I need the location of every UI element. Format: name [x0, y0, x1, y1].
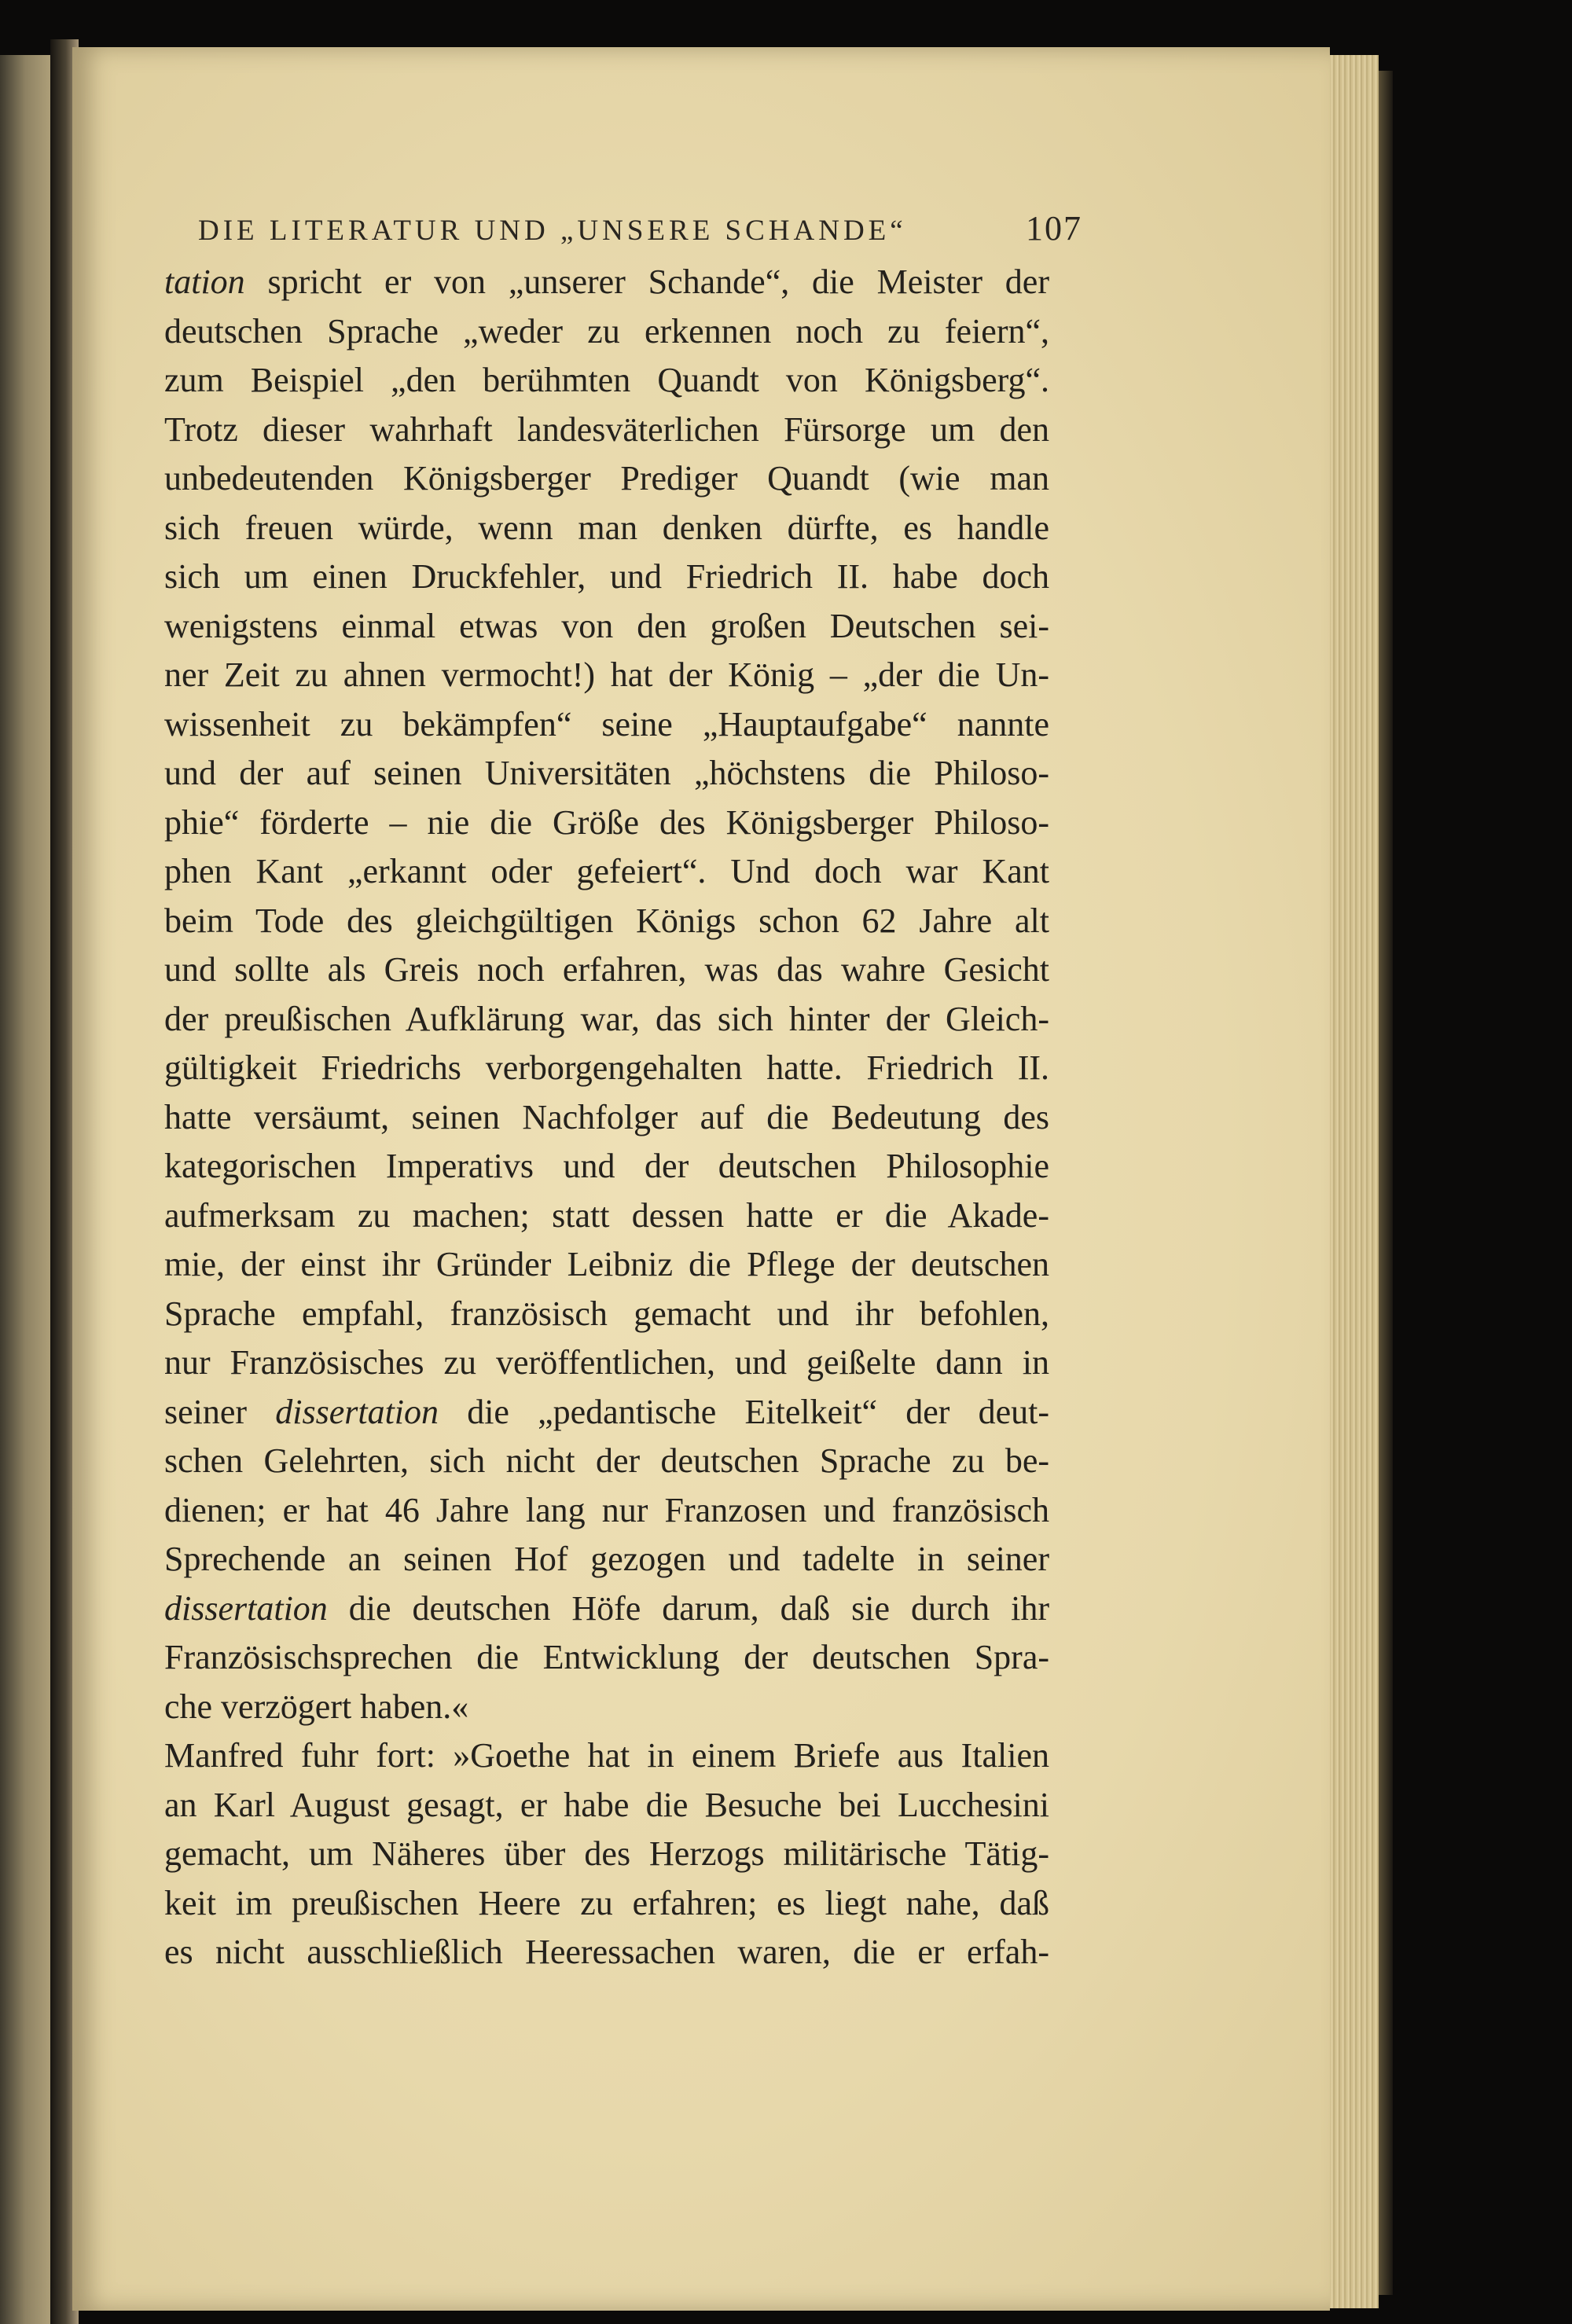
line-text: an Karl August gesagt, er habe die Besuche bei Lucchesini	[164, 1785, 1049, 1824]
fore-edge-shadow	[1379, 71, 1393, 2295]
text-line	[164, 1731, 1049, 1781]
text-line	[164, 1928, 1049, 1977]
line-text: hatte versäumt, seinen Nachfolger auf die Bedeutung des	[164, 1097, 1049, 1136]
line-text: wissenheit zu bekämpfen“ seine „Hauptaufgabe“ nannte	[164, 704, 1049, 743]
line-text: und sollte als Greis noch erfahren, was das wahre Gesicht	[164, 950, 1049, 989]
line-text: der preußischen Aufklärung war, das sich hinter der Gleich-	[164, 999, 1049, 1038]
line-text: schen Gelehrten, sich nicht der deutschen Sprache zu be-	[164, 1441, 1049, 1480]
line-text: sich um einen Druckfehler, und Friedrich II. habe doch	[164, 557, 1049, 596]
line-text: Französischsprechen die Entwicklung der deutschen Spra-	[164, 1638, 1049, 1676]
line-text: aufmerksam zu machen; statt dessen hatte er die Akade-	[164, 1195, 1049, 1235]
text-line	[164, 1142, 1049, 1191]
text-line	[164, 1437, 1049, 1486]
text-line	[164, 651, 1049, 700]
line-text: deutschen Sprache „weder zu erkennen noch zu feiern“,	[164, 311, 1049, 351]
text-line	[164, 1093, 1049, 1143]
line-text: sich freuen würde, wenn man denken dürfte, es handle	[164, 508, 1049, 547]
text-line	[164, 602, 1049, 652]
line-text: Sprechende an seinen Hof gezogen und tadelte in seiner	[164, 1540, 1049, 1578]
text-line	[164, 356, 1049, 406]
line-text: kategorischen Imperativs und der deutschen Philosophie	[164, 1147, 1049, 1185]
text-line	[164, 749, 1049, 799]
line-text: unbedeutenden Königsberger Prediger Quandt (wie man	[164, 459, 1049, 497]
line-text: beim Tode des gleichgültigen Königs schon 62 Jahre alt	[164, 901, 1049, 940]
text-line	[164, 1781, 1049, 1830]
text-line	[164, 1290, 1049, 1339]
line-text: Trotz dieser wahrhaft landesväterlichen Fürsorge um den	[164, 409, 1049, 449]
line-text: phie“ förderte – nie die Größe des Königsberger Philoso-	[164, 802, 1049, 842]
line-text: wenigstens einmal etwas von den großen Deutschen sei-	[164, 606, 1049, 645]
text-line	[164, 1879, 1049, 1929]
italic-term: tation	[164, 263, 245, 301]
line-text: die deutschen Höfe darum, daß sie durch ihr	[327, 1588, 1049, 1628]
line-text: und der auf seinen Universitäten „höchstens die Philoso-	[164, 754, 1049, 792]
line-text: spricht er von „unserer Schande“, die Meister der	[244, 263, 1049, 301]
line-text: zum Beispiel „den berühmten Quandt von Königsberg“.	[164, 361, 1049, 399]
page-fore-edge	[1330, 55, 1379, 2308]
text-line	[164, 897, 1049, 946]
text-line	[164, 1683, 1049, 1732]
italic-term: dissertation	[164, 1588, 328, 1628]
text-line	[164, 1191, 1049, 1241]
running-head-title: DIE LITERATUR UND „UNSERE SCHANDE“	[198, 215, 907, 247]
text-line	[164, 1486, 1049, 1536]
line-text: seiner	[164, 1392, 276, 1431]
text-line	[164, 700, 1049, 750]
text-line	[164, 847, 1049, 897]
text-line	[164, 945, 1049, 995]
line-text: Manfred fuhr fort: »Goethe hat in einem Briefe aus Italien	[164, 1736, 1049, 1775]
line-text: keit im preußischen Heere zu erfahren; es liegt nahe, daß	[164, 1883, 1049, 1922]
line-text: gemacht, um Näheres über des Herzogs militärische Tätig-	[164, 1834, 1049, 1873]
page-number: 107	[1026, 209, 1082, 248]
text-line	[164, 1388, 1049, 1437]
italic-term: dissertation	[275, 1392, 439, 1431]
line-text: es nicht ausschließlich Heeressachen waren, die er erfah-	[164, 1933, 1049, 1971]
text-line	[164, 454, 1049, 504]
text-line	[164, 406, 1049, 455]
text-line	[164, 1584, 1049, 1634]
text-line	[164, 799, 1049, 848]
line-text: gültigkeit Friedrichs verborgengehalten hatte. Friedrich II.	[164, 1048, 1049, 1087]
line-text: phen Kant „erkannt oder gefeiert“. Und doch war Kant	[164, 852, 1049, 890]
line-text: dienen; er hat 46 Jahre lang nur Franzosen und französisch	[164, 1490, 1049, 1529]
line-text: nur Französisches zu veröffentlichen, und geißelte dann in	[164, 1343, 1049, 1382]
text-line	[164, 995, 1049, 1045]
text-line	[164, 504, 1049, 553]
text-line	[164, 1240, 1049, 1290]
line-text: ner Zeit zu ahnen vermocht!) hat der König – „der die Un-	[164, 655, 1049, 694]
text-line	[164, 258, 1049, 307]
text-line	[164, 1044, 1049, 1093]
text-line	[164, 1633, 1049, 1683]
line-text: die „pedantische Eitelkeit“ der deut-	[439, 1392, 1049, 1431]
line-text: mie, der einst ihr Gründer Leibniz die Pflege der deutschen	[164, 1245, 1049, 1283]
text-line	[164, 307, 1049, 357]
text-line	[164, 1338, 1049, 1388]
line-text: Sprache empfahl, französisch gemacht und ihr befohlen,	[164, 1294, 1049, 1333]
left-page-edge	[0, 55, 57, 2324]
line-text: che verzögert haben.«	[164, 1687, 469, 1726]
running-head	[198, 208, 1082, 249]
text-line	[164, 553, 1049, 602]
text-line	[164, 1830, 1049, 1879]
body-text	[164, 258, 1049, 1977]
text-line	[164, 1535, 1049, 1584]
